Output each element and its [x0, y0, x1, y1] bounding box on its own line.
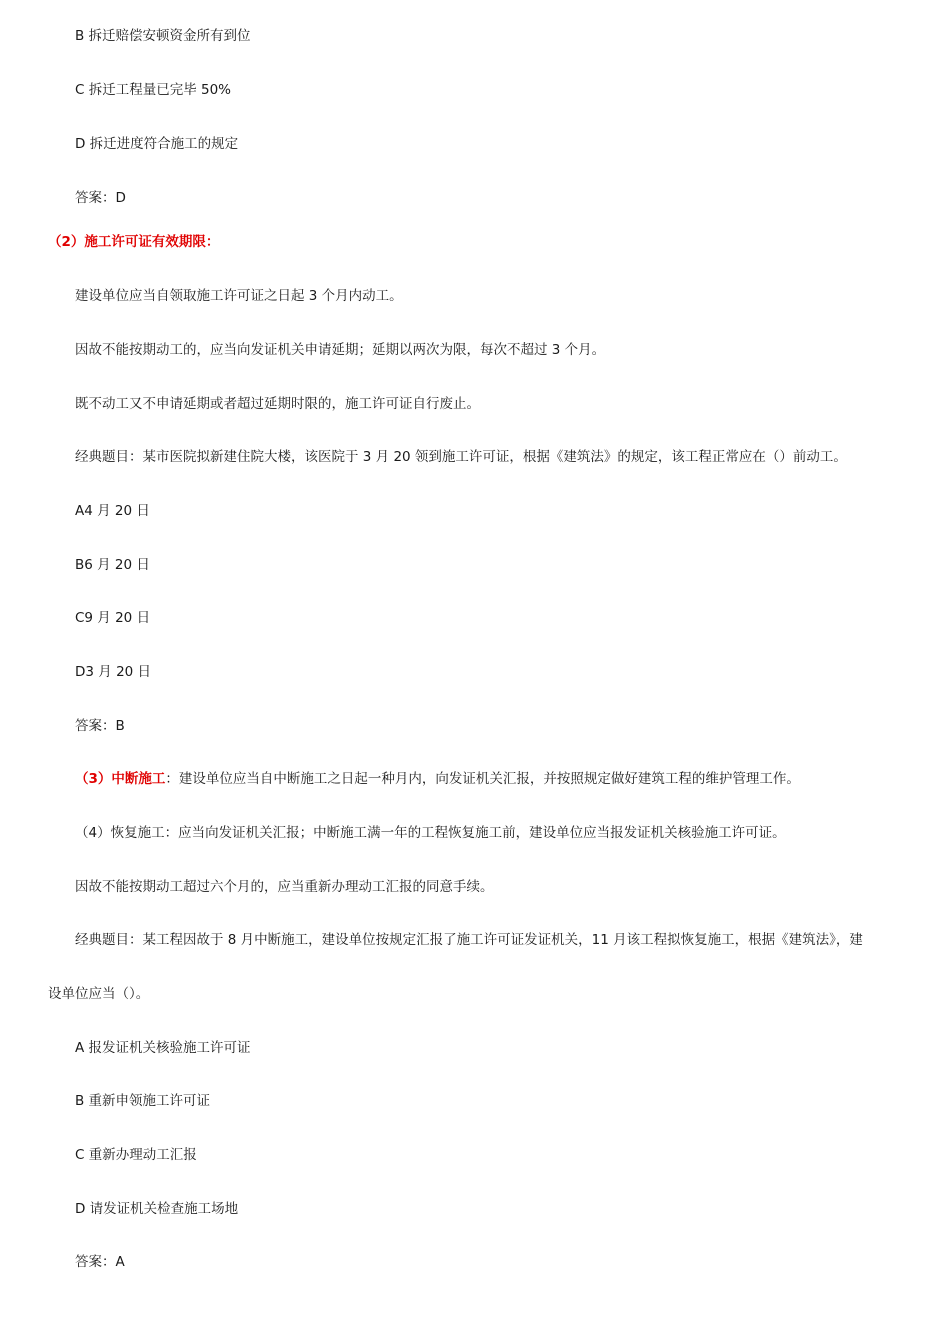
- option-d: D 拆迁进度符合施工的规定: [75, 136, 239, 152]
- answer: 答案：A: [75, 1254, 125, 1270]
- question: 经典题目：某工程因故于 8 月中断施工，建设单位按规定汇报了施工许可证发证机关，11 月该工程拟恢复施工，根据《建筑法》，建: [75, 932, 863, 948]
- paragraph-interrupt: [75, 769, 800, 789]
- question-continued: 设单位应当（）。: [48, 986, 150, 1002]
- option-c: C 重新办理动工汇报: [75, 1147, 197, 1163]
- answer: 答案：D: [75, 190, 126, 206]
- section-label: （3）中断施工: [75, 771, 166, 787]
- section-text: ：建设单位应当自中断施工之日起一种月内，向发证机关汇报，并按照规定做好建筑工程的维护管理工作。: [165, 771, 800, 787]
- option-a: A 报发证机关核验施工许可证: [75, 1040, 251, 1056]
- answer: 答案：B: [75, 718, 125, 734]
- section-heading: （2）施工许可证有效期限：: [48, 234, 220, 250]
- paragraph: 因故不能按期动工超过六个月的，应当重新办理动工汇报的同意手续。: [75, 879, 494, 895]
- option-b: B 重新申领施工许可证: [75, 1093, 211, 1109]
- question: 经典题目：某市医院拟新建住院大楼，该医院于 3 月 20 领到施工许可证，根据《建筑法》的规定，该工程正常应在（）前动工。: [75, 449, 847, 465]
- option-d: D3 月 20 日: [75, 664, 152, 680]
- paragraph: 建设单位应当自领取施工许可证之日起 3 个月内动工。: [75, 288, 403, 304]
- option-d: D 请发证机关检查施工场地: [75, 1201, 239, 1217]
- paragraph: 既不动工又不申请延期或者超过延期时限的，施工许可证自行废止。: [75, 396, 480, 412]
- option-a: A4 月 20 日: [75, 503, 150, 519]
- paragraph: 因故不能按期动工的，应当向发证机关申请延期；延期以两次为限，每次不超过 3 个月。: [75, 342, 606, 358]
- option-c: C9 月 20 日: [75, 610, 151, 626]
- option-b: B 拆迁赔偿安顿资金所有到位: [75, 28, 251, 44]
- option-c: C 拆迁工程量已完毕 50%: [75, 82, 232, 98]
- option-b: B6 月 20 日: [75, 557, 150, 573]
- paragraph: （4）恢复施工：应当向发证机关汇报；中断施工满一年的工程恢复施工前，建设单位应当报发证机关核验施工许可证。: [75, 825, 786, 841]
